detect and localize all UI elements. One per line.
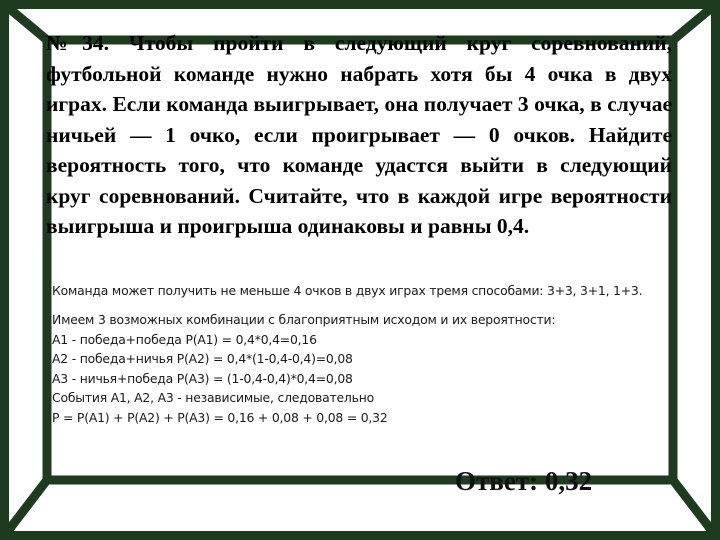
answer-label: Ответ: 0,32	[455, 466, 593, 496]
problem-text: №34. Чтобы пройти в следующий круг соревнований, футбольной команде нужно набрать хотя бы 4 очка в двух играх. Если команда выигрывает, она получает 3 очка, в случае ничьей — 1 очко, если проигрывает — 0 очков. Найдите вероятность того, что команде удастся выйти в следующий круг соревнований. Считайте, что в каждой игре вероятности выигрыша и проигрыша одинаковы и равны 0,4.	[46, 31, 672, 238]
solution-line: A3 - ничья+победа P(A3) = (1-0,4-0,4)*0,4=0,08	[52, 370, 353, 386]
solution-line: P = P(A1) + P(A2) + P(A3) = 0,16 + 0,08 + 0,08 = 0,32	[52, 409, 388, 425]
solution-block	[52, 280, 682, 427]
solution-line: A2 - победа+ничья P(A2) = 0,4*(1-0,4-0,4)=0,08	[52, 351, 353, 366]
solution-lines	[52, 310, 682, 427]
solution-intro: Команда может получить не меньше 4 очков в двух играх тремя способами: 3+3, 3+1, 1+3.	[52, 283, 643, 298]
solution-line: Имеем 3 возможных комбинации с благоприятным исходом и их вероятности:	[52, 312, 556, 327]
solution-line: События A1, A2, A3 - независимые, следовательно	[52, 390, 375, 405]
solution-line: A1 - победа+победа P(A1) = 0,4*0,4=0,16	[52, 331, 317, 347]
